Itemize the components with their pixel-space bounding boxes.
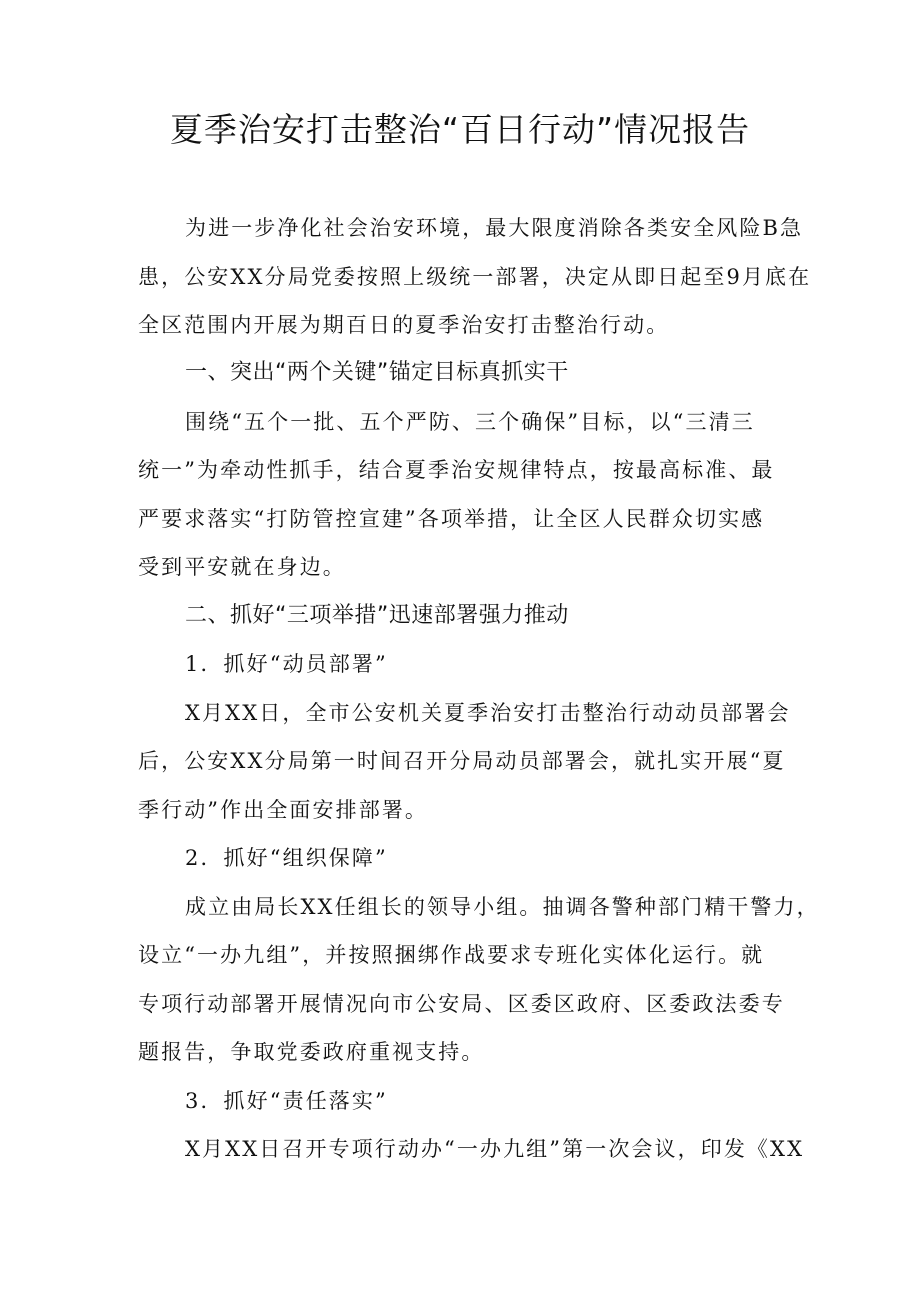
- item-3-line-1: X月XX日召开专项行动办“一办九组”第一次会议，印发《XX: [185, 1137, 805, 1161]
- item-2-line-1: 成立由局长XX任组长的领导小组。抽调各警种部门精干警力，: [185, 895, 820, 919]
- item-2-line-2: 设立“一办九组”，并按照捆绑作战要求专班化实体化运行。就: [138, 943, 765, 967]
- item-1-line-3: 季行动”作出全面安排部署。: [138, 798, 429, 822]
- section-1-line-4: 受到平安就在身边。: [138, 555, 346, 579]
- section-2-heading: 二、抓好“三项举措”迅速部署强力推动: [185, 603, 569, 628]
- section-1-heading: 一、突出“两个关键”锚定目标真抓实干: [185, 360, 569, 385]
- item-3-heading: 3．抓好“责任落实”: [185, 1089, 388, 1113]
- item-1-heading: 1．抓好“动员部署”: [185, 652, 388, 676]
- section-1-line-3: 严要求落实“打防管控宣建”各项举措，让全区人民群众切实感: [138, 507, 765, 531]
- item-1-line-2: 后，公安XX分局第一时间召开分局动员部署会，就扎实开展“夏: [138, 749, 786, 773]
- intro-line-2: 患，公安XX分局党委按照上级统一部署，决定从即日起至9月底在: [138, 265, 812, 289]
- intro-line-3: 全区范围内开展为期百日的夏季治安打击整治行动。: [138, 313, 670, 337]
- item-2-heading: 2．抓好“组织保障”: [185, 846, 388, 870]
- document-title: 夏季治安打击整治“百日行动”情况报告: [169, 110, 751, 149]
- intro-line-1: 为进一步净化社会治安环境，最大限度消除各类安全风险B急: [185, 216, 804, 240]
- section-1-line-1: 围绕“五个一批、五个严防、三个确保”目标，以“三清三: [185, 410, 755, 434]
- section-1-line-2: 统一”为牵动性抓手，结合夏季治安规律特点，按最高标准、最: [138, 458, 775, 482]
- item-2-line-3: 专项行动部署开展情况向市公安局、区委区政府、区委政法委专: [138, 992, 785, 1016]
- item-1-line-1: X月XX日，全市公安机关夏季治安打击整治行动动员部署会: [185, 701, 791, 725]
- item-2-line-4: 题报告，争取党委政府重视支持。: [138, 1040, 485, 1064]
